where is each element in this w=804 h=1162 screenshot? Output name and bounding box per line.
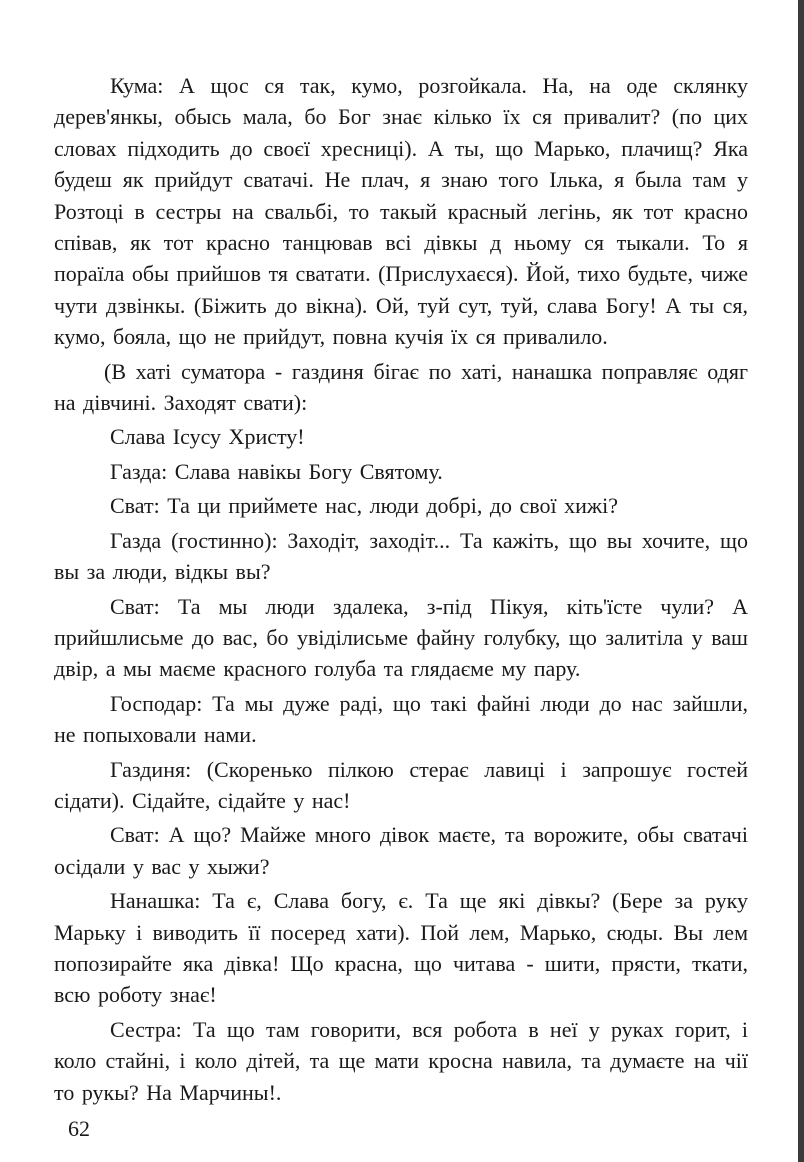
paragraph-nanashka: Нанашка: Та є, Слава богу, є. Та ще які дівкы? (Бере за руку Марьку і виводить її посеред хати). Пой лем, Марько, сюды. Вы лем попозирайте яка дівка! Що красна, що читава - шити, прясти, ткати, всю роботу знає! (54, 888, 748, 1008)
paragraph-sestra: Сестра: Та що там говорити, вся робота в неї у руках горит, і коло стайні, і коло дітей, та ще мати кросна навила, та думаєте на чії то рукы? На Марчины!. (54, 1016, 748, 1105)
paragraph-kuma: Кума: А щос ся так, кумо, розгойкала. На, на оде склянку дерев'янкы, обысь мала, бо Бог знає кілько їх ся привалит? (по цих словах підходить до своєї хресниці). А ты, що Марько, плачищ? Яка будеш як прийдут сватачі. Не плач, я знаю того Ілька, я была там у Розтоці в сестры на свальбі, то такый красный легінь, як тот красно співав, як тот красно танцював всі дівкы д ньому ся тыкали. То я пораїла обы прийшов тя сватати. (Прислухаєся). Йой, тихо будьте, чиже чути дзвінкы. (Біжить до вікна). Ой, туй сут, туй, слава Богу! А ты ся, кумо, бояла, що не прийдут, повна кучія їх ся привалило. (54, 73, 748, 350)
paragraph-gazdynia: Газдиня: (Скоренько пілкою стерає лавиці і запрошує гостей сідати). Сідайте, сідайте у нас! (54, 756, 748, 813)
paragraph-svat-1: Сват: Та ци приймете нас, люди добрі, до свої хижі? (110, 493, 619, 519)
paragraph-gazda-2: Газда (гостинно): Заходіт, заходіт... Та кажіть, що вы хочите, що вы за люди, відкы вы? (54, 527, 748, 585)
page-number: 62 (68, 1116, 90, 1141)
paragraph-svat-3: Сват: А що? Майже много дівок маєте, та ворожите, обы сватачі осідали у вас у хыжи? (54, 822, 748, 879)
page-edge-shadow (798, 0, 804, 1162)
stage-direction: (В хаті суматора - газдиня бігає по хаті, нанашка поправляє одяг на дівчині. Заходят свати): (54, 358, 748, 416)
paragraph-svat-2: Сват: Та мы люди здалека, з-під Пікуя, кіть'їсте чули? А прийшлисьме до вас, бо увіділисьме файну голубку, що залитіла у ваш двір, а мы маєме красного голуба та глядаєме му пару. (54, 593, 748, 682)
paragraph-gospodar: Господар: Та мы дуже раді, що такі файні люди до нас зайшли, не попыховали нами. (54, 690, 748, 748)
paragraph-greeting: Слава Ісусу Христу! (110, 424, 305, 450)
paragraph-gazda-reply: Газда: Слава навікы Богу Святому. (110, 458, 443, 484)
page-body (54, 70, 748, 1111)
